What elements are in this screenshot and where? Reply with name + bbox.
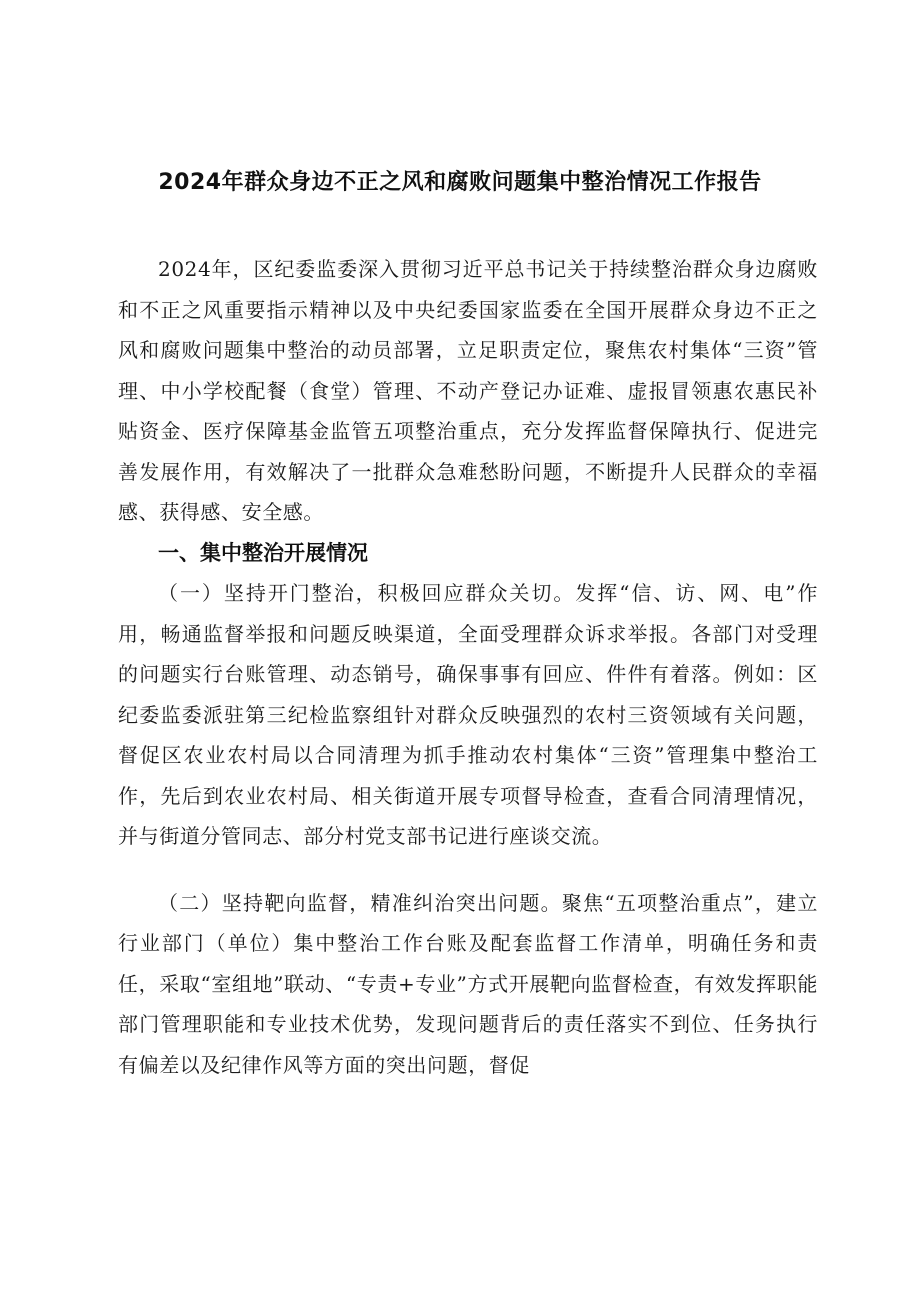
document-body bbox=[118, 249, 818, 1085]
paragraph-1: （一）坚持开门整治，积极回应群众关切。发挥“信、访、网、电”作用，畅通监督举报和问题反映渠道，全面受理群众诉求举报。各部门对受理的问题实行台账管理、动态销号，确保事事有回应、件件有着落。例如：区纪委监委派驻第三纪检监察组针对群众反映强烈的农村三资领域有关问题，督促区农业农村局以合同清理为抓手推动农村集体“三资”管理集中整治工作，先后到农业农村局、相关街道开展专项督导检查，查看合同清理情况，并与街道分管同志、部分村党支部书记进行座谈交流。 bbox=[118, 581, 818, 848]
document-title: 2024年群众身边不正之风和腐败问题集中整治情况工作报告 bbox=[158, 170, 762, 195]
intro-paragraph: 2024年，区纪委监委深入贯彻习近平总书记关于持续整治群众身边腐败和不正之风重要指示精神以及中央纪委国家监委在全国开展群众身边不正之风和腐败问题集中整治的动员部署，立足职责定位，聚焦农村集体“三资”管理、中小学校配餐（食堂）管理、不动产登记办证难、虚报冒领惠农惠民补贴资金、医疗保障基金监管五项整治重点，充分发挥监督保障执行、促进完善发展作用，有效解决了一批群众急难愁盼问题，不断提升人民群众的幸福感、获得感、安全感。 bbox=[118, 257, 818, 524]
section-heading-1: 一、集中整治开展情况 bbox=[158, 540, 368, 565]
paragraph-2: （二）坚持靶向监督，精准纠治突出问题。聚焦“五项整治重点”，建立行业部门（单位）集中整治工作台账及配套监督工作清单，明确任务和责任，采取“室组地”联动、“专责+专业”方式开展靶向监督检查，有效发挥职能部门管理职能和专业技术优势，发现问题背后的责任落实不到位、任务执行有偏差以及纪律作风等方面的突出问题，督促 bbox=[118, 890, 818, 1077]
